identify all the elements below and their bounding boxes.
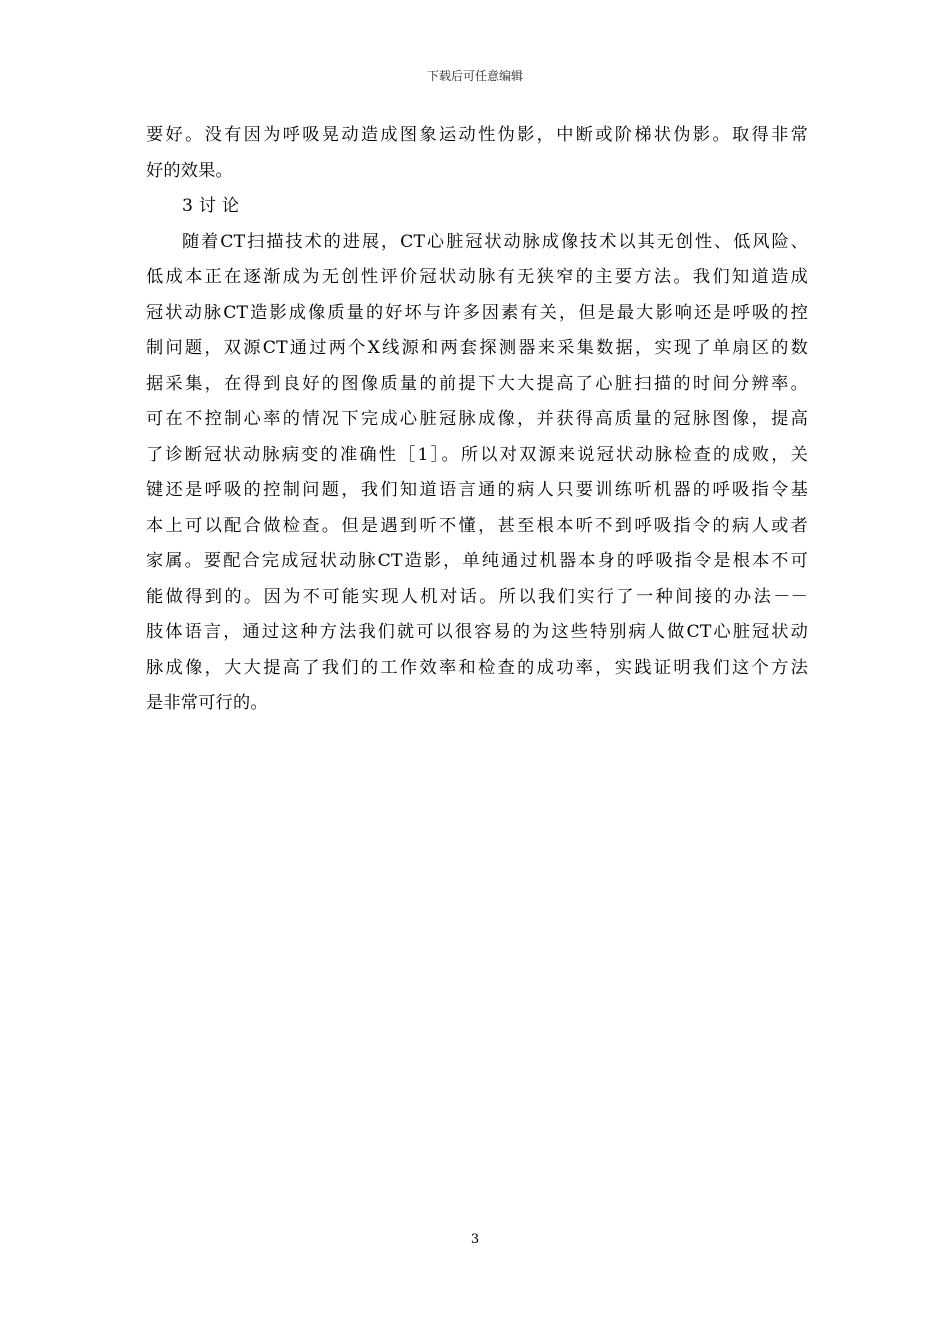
paragraph-line: 是非常可行的。 [146,693,268,713]
section-heading: 3 讨 论 [182,196,240,216]
paragraph-line: 据采集，在得到良好的图像质量的前提下大大提高了心脏扫描的时间分辨率。 [146,373,808,394]
header-note: 下载后可任意编辑 [426,69,523,83]
paragraph-line: 要好。没有因为呼吸晃动造成图象运动性伪影，中断或阶梯状伪影。取得非常 [146,125,808,145]
paragraph-line: 能做得到的。因为不可能实现人机对话。所以我们实行了一种间接的办法－－ [146,586,808,607]
paragraph-line: 可在不控制心率的情况下完成心脏冠脉成像，并获得高质量的冠脉图像，提高 [146,409,808,429]
paragraph-line: 制问题，双源CT通过两个X线源和两套探测器来采集数据，实现了单扇区的数 [146,338,808,358]
paragraph-line: 好的效果。 [146,160,233,181]
paragraph-line: 脉成像，大大提高了我们的工作效率和检查的成功率，实践证明我们这个方法 [146,657,808,678]
paragraph-line: 随着CT扫描技术的进展，CT心脏冠状动脉成像技术以其无创性、低风险、 [182,231,808,252]
paragraph-line: 低成本正在逐渐成为无创性评价冠状动脉有无狭窄的主要方法。我们知道造成 [146,267,808,287]
paragraph-line: 键还是呼吸的控制问题，我们知道语言通的病人只要训练听机器的呼吸指令基 [146,480,808,500]
paragraph-line: 肢体语言，通过这种方法我们就可以很容易的为这些特别病人做CT心脏冠状动 [146,622,808,642]
page-number: 3 [470,1232,480,1247]
paragraph-line: 了诊断冠状动脉病变的准确性［1］。所以对双源来说冠状动脉检查的成败，关 [146,444,808,465]
paragraph-line: 家属。要配合完成冠状动脉CT造影，单纯通过机器本身的呼吸指令是根本不可 [146,551,808,571]
document-body [146,118,808,722]
paragraph-line: 本上可以配合做检查。但是遇到听不懂，甚至根本听不到呼吸指令的病人或者 [146,515,808,536]
paragraph-line: 冠状动脉CT造影成像质量的好坏与许多因素有关，但是最大影响还是呼吸的控 [146,302,808,323]
